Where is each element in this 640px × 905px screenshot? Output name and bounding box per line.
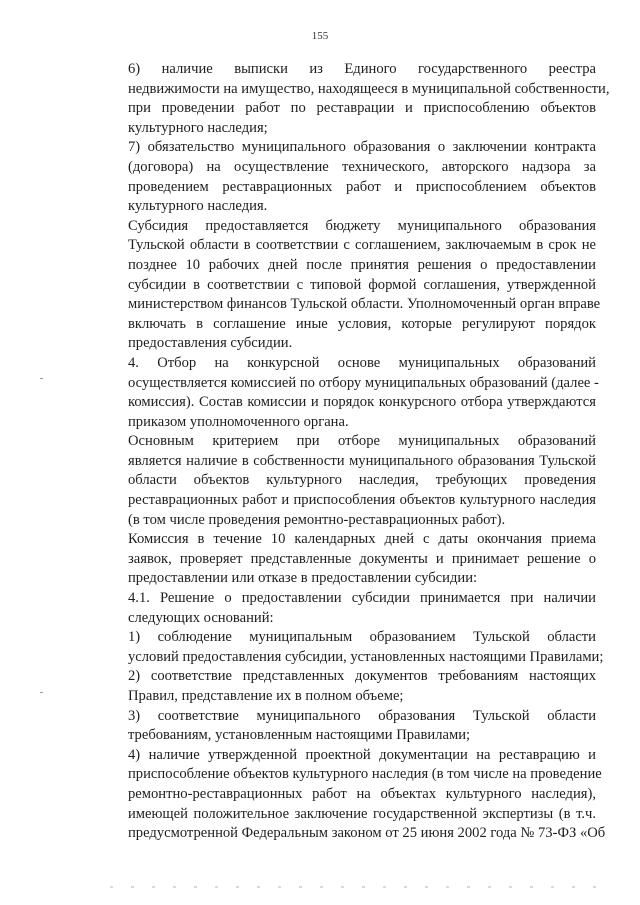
text-line: следующих оснований:: [128, 609, 274, 626]
text-line: министерством финансов Тульской области. Уполномоченный орган вправе: [128, 296, 601, 313]
text-line: предоставления субсидии.: [128, 335, 293, 352]
text-line: 6) наличие выписки из Единого государственного реестра: [128, 61, 596, 77]
text-line: приказом уполномоченного органа.: [128, 413, 349, 430]
scan-artifact: [110, 886, 600, 888]
paragraph: [90, 354, 599, 432]
text-line: комиссия). Состав комиссии и порядок конкурсного отбора утверждаются: [128, 394, 596, 411]
paragraph: [90, 707, 596, 746]
text-line: проведением реставрационных работ и приспособлением объектов: [128, 178, 596, 195]
text-line: Тульской области в соответствии с соглашением, заключаемым в срок не: [128, 237, 596, 254]
text-line: включать в соглашение иные условия, которые регулируют порядок: [128, 315, 596, 332]
text-line: приспособление объектов культурного наследия (в том числе на проведение: [128, 766, 602, 783]
text-line: 2) соответствие представленных документов требованиям настоящих: [128, 668, 596, 685]
text-line: условий предоставления субсидии, установленных настоящими Правилами;: [128, 648, 604, 665]
text-line: области объектов культурного наследия, требующих проведения: [128, 472, 596, 489]
text-line: 4. Отбор на конкурсной основе муниципальных образований: [128, 354, 596, 371]
text-line: при проведении работ по реставрации и приспособлению объектов: [128, 100, 596, 117]
text-line: субсидии в соответствии с типовой формой соглашения, утвержденной: [128, 276, 596, 293]
text-line: Комиссия в течение 10 календарных дней с даты окончания приема: [128, 531, 596, 548]
paragraph: [90, 589, 596, 628]
text-line: 3) соответствие муниципального образования Тульской области: [128, 707, 596, 724]
text-line: реставрационных работ и приспособления объектов культурного наследия: [128, 492, 596, 509]
text-line: Правил, представление их в полном объеме;: [128, 688, 404, 704]
text-line: недвижимости на имущество, находящееся в муниципальной собственности,: [128, 80, 610, 97]
page-number: 155: [311, 30, 329, 42]
text-line: ремонтно-реставрационных работ на объектах культурного наследия),: [128, 785, 596, 802]
text-line: заявок, проверяет представленные документы и принимает решение о: [128, 550, 596, 567]
margin-mark: [40, 692, 43, 693]
text-line: осуществляется комиссией по отбору муниципальных образований (далее -: [128, 374, 599, 391]
text-line: позднее 10 рабочих дней после принятия решения о предоставлении: [128, 256, 596, 273]
text-line: (в том числе проведения ремонтно-реставрационных работ).: [128, 511, 506, 528]
paragraph: [90, 217, 601, 354]
paragraph: [90, 138, 596, 216]
paragraph: [90, 746, 606, 844]
text-line: требованиям, установленным настоящими Правилами;: [128, 727, 471, 744]
text-line: культурного наследия;: [128, 119, 268, 136]
text-line: имеющей положительное заключение государственной экспертизы (в т.ч.: [128, 805, 596, 822]
text-line: Субсидия предоставляется бюджету муниципального образования: [128, 217, 596, 234]
paragraph: [90, 432, 596, 530]
paragraph: [90, 60, 610, 138]
paragraph: [90, 667, 596, 706]
text-line: Основным критерием при отборе муниципальных образований: [128, 433, 596, 450]
paragraph: [90, 530, 596, 589]
text-line: (договора) на осуществление технического, авторского надзора за: [128, 158, 596, 175]
document-body: [90, 60, 610, 844]
margin-mark: [40, 378, 43, 379]
text-line: является наличие в собственности муниципального образования Тульской: [128, 452, 596, 469]
text-line: 4) наличие утвержденной проектной документации на реставрацию и: [128, 746, 596, 763]
text-line: предусмотренной Федеральным законом от 25 июня 2002 года № 73-ФЗ «Об: [128, 825, 606, 842]
text-line: 1) соблюдение муниципальным образованием Тульской области: [128, 629, 596, 646]
text-line: культурного наследия.: [128, 198, 268, 215]
text-line: 4.1. Решение о предоставлении субсидии принимается при наличии: [128, 590, 596, 607]
paragraph: [90, 628, 604, 667]
text-line: предоставлении или отказе в предоставлении субсидии:: [128, 570, 478, 587]
text-line: 7) обязательство муниципального образования о заключении контракта: [128, 139, 596, 156]
